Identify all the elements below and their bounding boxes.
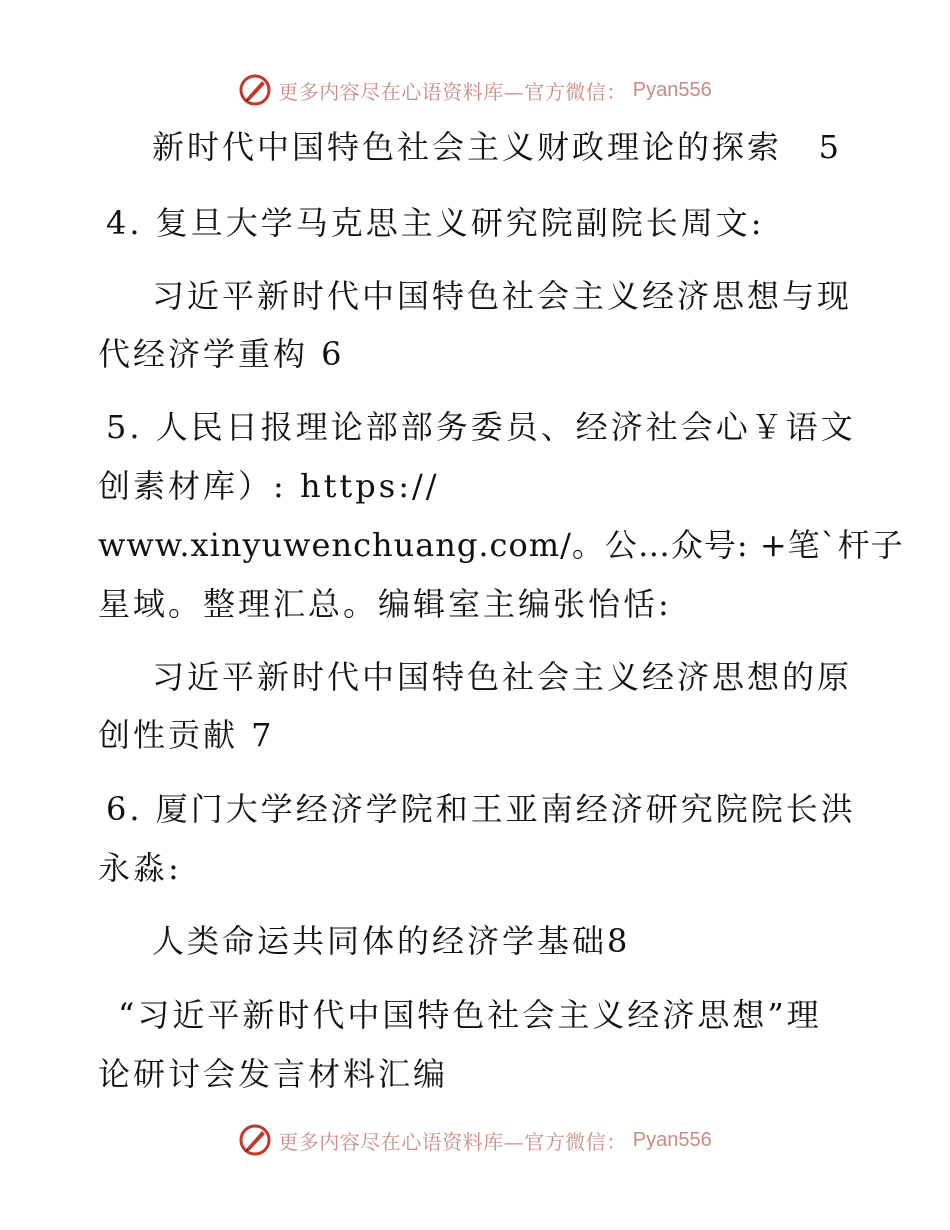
toc-item-6: 6. 厦门大学经济学院和王亚南经济研究院院长洪 [106, 790, 856, 828]
toc-entry-line: www.xinyuwenchuang.com/。公…众号: +笔`杆子 [98, 526, 904, 564]
watermark-wechat-id: Pyan556 [632, 1128, 712, 1151]
watermark-wechat-id: Pyan556 [632, 78, 712, 101]
pen-logo-icon [238, 73, 272, 107]
toc-entry-line: 创素材库）: https:// [98, 467, 440, 505]
page-number: 5 [818, 128, 842, 166]
pen-logo-icon [238, 1123, 272, 1157]
toc-entry-line: 代经济学重构 6 [98, 335, 345, 373]
toc-entry-line: 人类命运共同体的经济学基础8 [152, 922, 631, 960]
watermark-text: 更多内容尽在心语资料库—官方微信： [278, 79, 627, 104]
toc-entry-line: 习近平新时代中国特色社会主义经济思想的原 [152, 658, 853, 696]
watermark-header [0, 70, 950, 110]
toc-entry-title: 新时代中国特色社会主义财政理论的探索 [152, 128, 783, 166]
watermark-footer [0, 1120, 950, 1160]
toc-entry-line: 习近平新时代中国特色社会主义经济思想与现 [152, 277, 853, 315]
document-title-continued: 论研讨会发言材料汇编 [98, 1055, 449, 1093]
watermark-text: 更多内容尽在心语资料库—官方微信： [278, 1129, 627, 1154]
toc-entry-line: 星域。整理汇总。编辑室主编张怡恬: [98, 585, 672, 623]
toc-entry-line: 永淼: [98, 849, 182, 887]
toc-entry-line: 创性贡献 7 [98, 716, 275, 754]
toc-item-5: 5. 人民日报理论部部务委员、经济社会心￥语文 [106, 408, 856, 446]
document-title: “习近平新时代中国特色社会主义经济思想”理 [118, 996, 822, 1034]
toc-entry-line [152, 127, 842, 167]
toc-item-4: 4. 复旦大学马克思主义研究院副院长周文: [106, 204, 765, 242]
